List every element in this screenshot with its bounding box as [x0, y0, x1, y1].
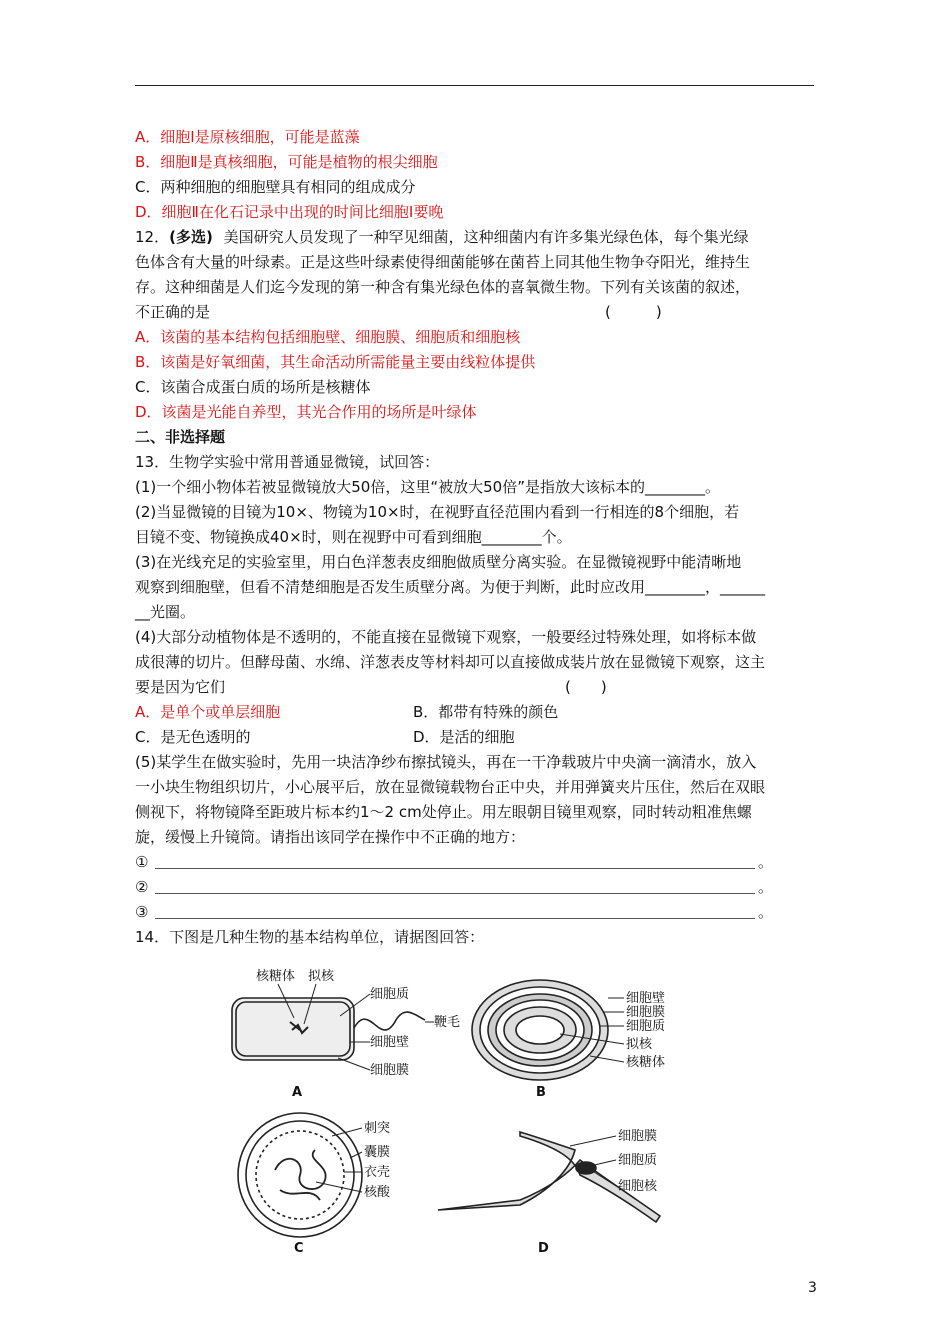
- section-heading: 二、非选择题: [135, 428, 226, 446]
- cell-structure-figure: [220, 960, 740, 1260]
- q13-part2-line1: (2)当显微镜的目镜为10×、物镜为10×时，在视野直径范围内看到一行相连的8个细胞，若: [135, 503, 740, 521]
- blank-1-marker: ①: [135, 853, 149, 871]
- elongated-cell-diagram: [438, 1132, 660, 1222]
- q11-option-c: C．两种细胞的细胞壁具有相同的组成成分: [135, 178, 416, 196]
- q13-part4-paren: ( ): [565, 678, 607, 696]
- q12-option-b: B．该菌是好氧细菌，其生命活动所需能量主要由线粒体提供: [135, 353, 536, 371]
- answer-blank-2[interactable]: [155, 893, 755, 894]
- fig-a-cytoplasm-label: 细胞质: [370, 987, 410, 1002]
- q11-option-d: D．细胞Ⅱ在化石记录中出现的时间比细胞Ⅰ要晚: [135, 203, 444, 221]
- q12-number: 12．: [135, 228, 170, 246]
- fig-d-letter: D: [538, 1241, 549, 1256]
- fig-b-nucleoid-label: 拟核: [626, 1037, 653, 1052]
- fig-b-wall-label: 细胞壁: [626, 991, 666, 1006]
- q13-part3-line3: __光圈。: [135, 603, 196, 621]
- q12-tag: (多选): [169, 228, 213, 246]
- fig-b-cytoplasm-label: 细胞质: [626, 1019, 666, 1034]
- q13-part5-line1: (5)某学生在做实验时，先用一块洁净纱布擦拭镜头，再在一干净载玻片中央滴一滴清水，放入: [135, 753, 757, 771]
- fig-b-membrane-label: 细胞膜: [626, 1005, 666, 1020]
- q13-part4-line3: 要是因为它们: [135, 678, 226, 696]
- q11-option-a: A．细胞Ⅰ是原核细胞，可能是蓝藻: [135, 128, 360, 146]
- q13-part2-line2: 目镜不变、物镜换成40×时，则在视野中可看到细胞________个。: [135, 528, 572, 546]
- q12-option-d: D．该菌是光能自养型，其光合作用的场所是叶绿体: [135, 403, 477, 421]
- q13-part5-line3: 侧视下，将物镜降至距玻片标本约1～2 cm处停止。用左眼朝目镜里观察，同时转动粗准焦螺: [135, 803, 752, 821]
- fig-c-letter: C: [294, 1241, 304, 1256]
- fig-a-letter: A: [292, 1085, 303, 1100]
- fig-a-ribosome-label: 核糖体: [256, 969, 296, 984]
- q13-part1: (1)一个细小物体若被显微镜放大50倍，这里“被放大50倍”是指放大该标本的________。: [135, 478, 720, 496]
- fig-a-membrane-label: 细胞膜: [370, 1063, 410, 1078]
- q13-part5-line2: 一小块生物组织切片，小心展平后，放在显微镜载物台正中央，并用弹簧夹片压住，然后在双眼: [135, 778, 766, 796]
- fig-d-membrane-label: 细胞膜: [618, 1129, 658, 1144]
- fig-a-flagellum-label: 鞭毛: [434, 1015, 461, 1030]
- fig-a-nucleoid-label: 拟核: [308, 969, 335, 984]
- q13-part3-line2: 观察到细胞壁，但看不清楚细胞是否发生质壁分离。为便于判断，此时应改用________，______: [135, 578, 766, 596]
- fig-c-spike-label: 刺突: [364, 1121, 391, 1136]
- q13-part5-line4: 旋，缓慢上升镜筒。请指出该同学在操作中不正确的地方：: [135, 828, 526, 846]
- fig-d-cytoplasm-label: 细胞质: [618, 1153, 658, 1168]
- fig-c-capsid-label: 衣壳: [364, 1165, 391, 1180]
- blank-3-marker: ③: [135, 903, 149, 921]
- fig-c-envelope-label: 囊膜: [364, 1145, 391, 1160]
- q13-stem: 13．生物学实验中常用普通显微镜，试回答：: [135, 453, 440, 471]
- fig-c-nucleic-label: 核酸: [364, 1185, 391, 1200]
- answer-blank-3[interactable]: [155, 918, 755, 919]
- q13-part4-option-a: A．是单个或单层细胞: [135, 703, 281, 721]
- fig-a-wall-label: 细胞壁: [370, 1035, 410, 1050]
- blank-3-end: 。: [758, 903, 774, 921]
- fig-b-ribosome-label: 核糖体: [626, 1055, 666, 1070]
- blank-2-end: 。: [758, 878, 774, 896]
- q13-part4-line2: 成很薄的切片。但酵母菌、水绵、洋葱表皮等材料却可以直接做成装片放在显微镜下观察，这主: [135, 653, 766, 671]
- page-number: 3: [808, 1280, 817, 1296]
- fig-b-letter: B: [536, 1085, 546, 1100]
- q12-paren: ( ): [605, 303, 662, 321]
- q13-part4-option-b: B．都带有特殊的颜色: [413, 703, 559, 721]
- q12-stem-line4: 不正确的是: [135, 303, 211, 321]
- header-rule: [135, 85, 814, 86]
- blank-2-marker: ②: [135, 878, 149, 896]
- q13-part4-option-d: D．是活的细胞: [413, 728, 515, 746]
- q12-stem-line2: 色体含有大量的叶绿素。正是这些叶绿素使得细菌能够在菌苔上同其他生物争夺阳光，维持生: [135, 253, 751, 271]
- q13-part4-line1: (4)大部分动植物体是不透明的，不能直接在显微镜下观察，一般要经过特殊处理，如将标本做: [135, 628, 757, 646]
- q13-part4-option-c: C．是无色透明的: [135, 728, 251, 746]
- q12-text1: 美国研究人员发现了一种罕见细菌，这种细菌内有许多集光绿色体，每个集光绿: [223, 228, 749, 246]
- q14-stem: 14．下图是几种生物的基本结构单位，请据图回答：: [135, 928, 485, 946]
- q12-stem-line3: 存。这种细菌是人们迄今发现的第一种含有集光绿色体的喜氧微生物。下列有关该菌的叙述，: [135, 278, 751, 296]
- q12-stem-line1: [135, 227, 749, 247]
- fig-d-nucleus-label: 细胞核: [618, 1179, 658, 1194]
- virus-diagram: [238, 1113, 362, 1237]
- blank-1-end: 。: [758, 853, 774, 871]
- q13-part3-line1: (3)在光线充足的实验室里，用白色洋葱表皮细胞做质壁分离实验。在显微镜视野中能清晰地: [135, 553, 742, 571]
- q11-option-b: B．细胞Ⅱ是真核细胞，可能是植物的根尖细胞: [135, 153, 438, 171]
- answer-blank-1[interactable]: [155, 868, 755, 869]
- cyanobacterium-diagram: [472, 980, 624, 1080]
- q12-option-a: A．该菌的基本结构包括细胞壁、细胞膜、细胞质和细胞核: [135, 328, 521, 346]
- q12-option-c: C．该菌合成蛋白质的场所是核糖体: [135, 378, 371, 396]
